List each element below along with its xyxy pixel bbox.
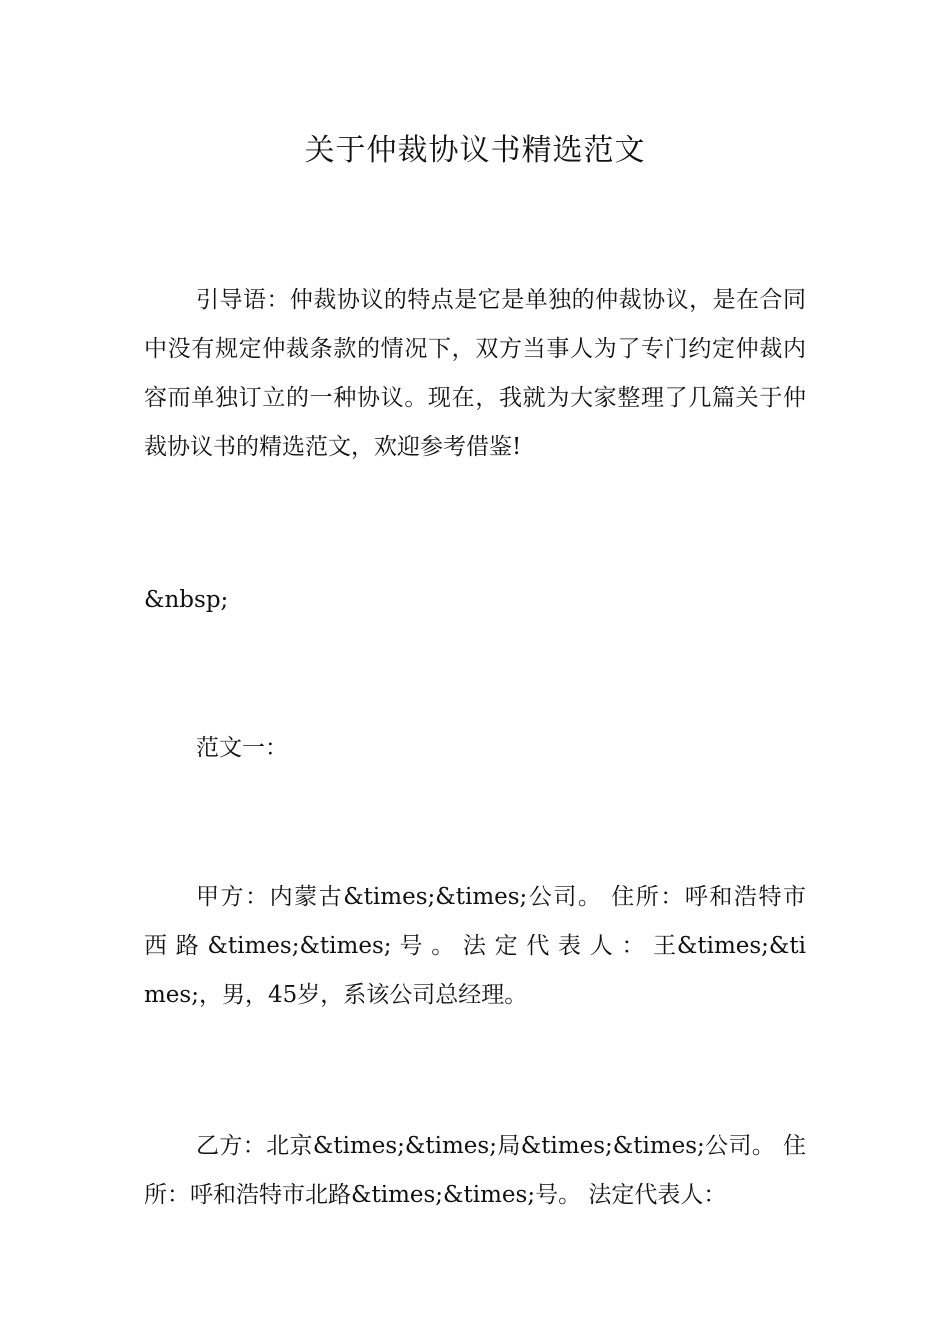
document-title: 关于仲裁协议书精选范文: [304, 133, 646, 168]
sample-heading: 范文一：: [196, 735, 288, 761]
nbsp-paragraph: &nbsp;: [144, 587, 229, 613]
party-b-paragraph: 乙方：北京&times;&times;局&times;&times;公司。 住所：呼和浩特市北路&times;&times;号。 法定代表人：: [144, 1133, 806, 1208]
intro-paragraph: 引导语：仲裁协议的特点是它是单独的仲裁协议，是在合同中没有规定仲裁条款的情况下，双方当事人为了专门约定仲裁内容而单独订立的一种协议。现在，我就为大家整理了几篇关于仲裁协议书的精选范文，欢迎参考借鉴!: [144, 287, 806, 460]
party-a-paragraph: 甲方：内蒙古&times;&times;公司。 住所：呼和浩特市 西 路 &times;&times; 号 。 法 定 代 表 人 ： 王&times;&times;，男，45岁，系该公司总经理。: [144, 884, 806, 1008]
